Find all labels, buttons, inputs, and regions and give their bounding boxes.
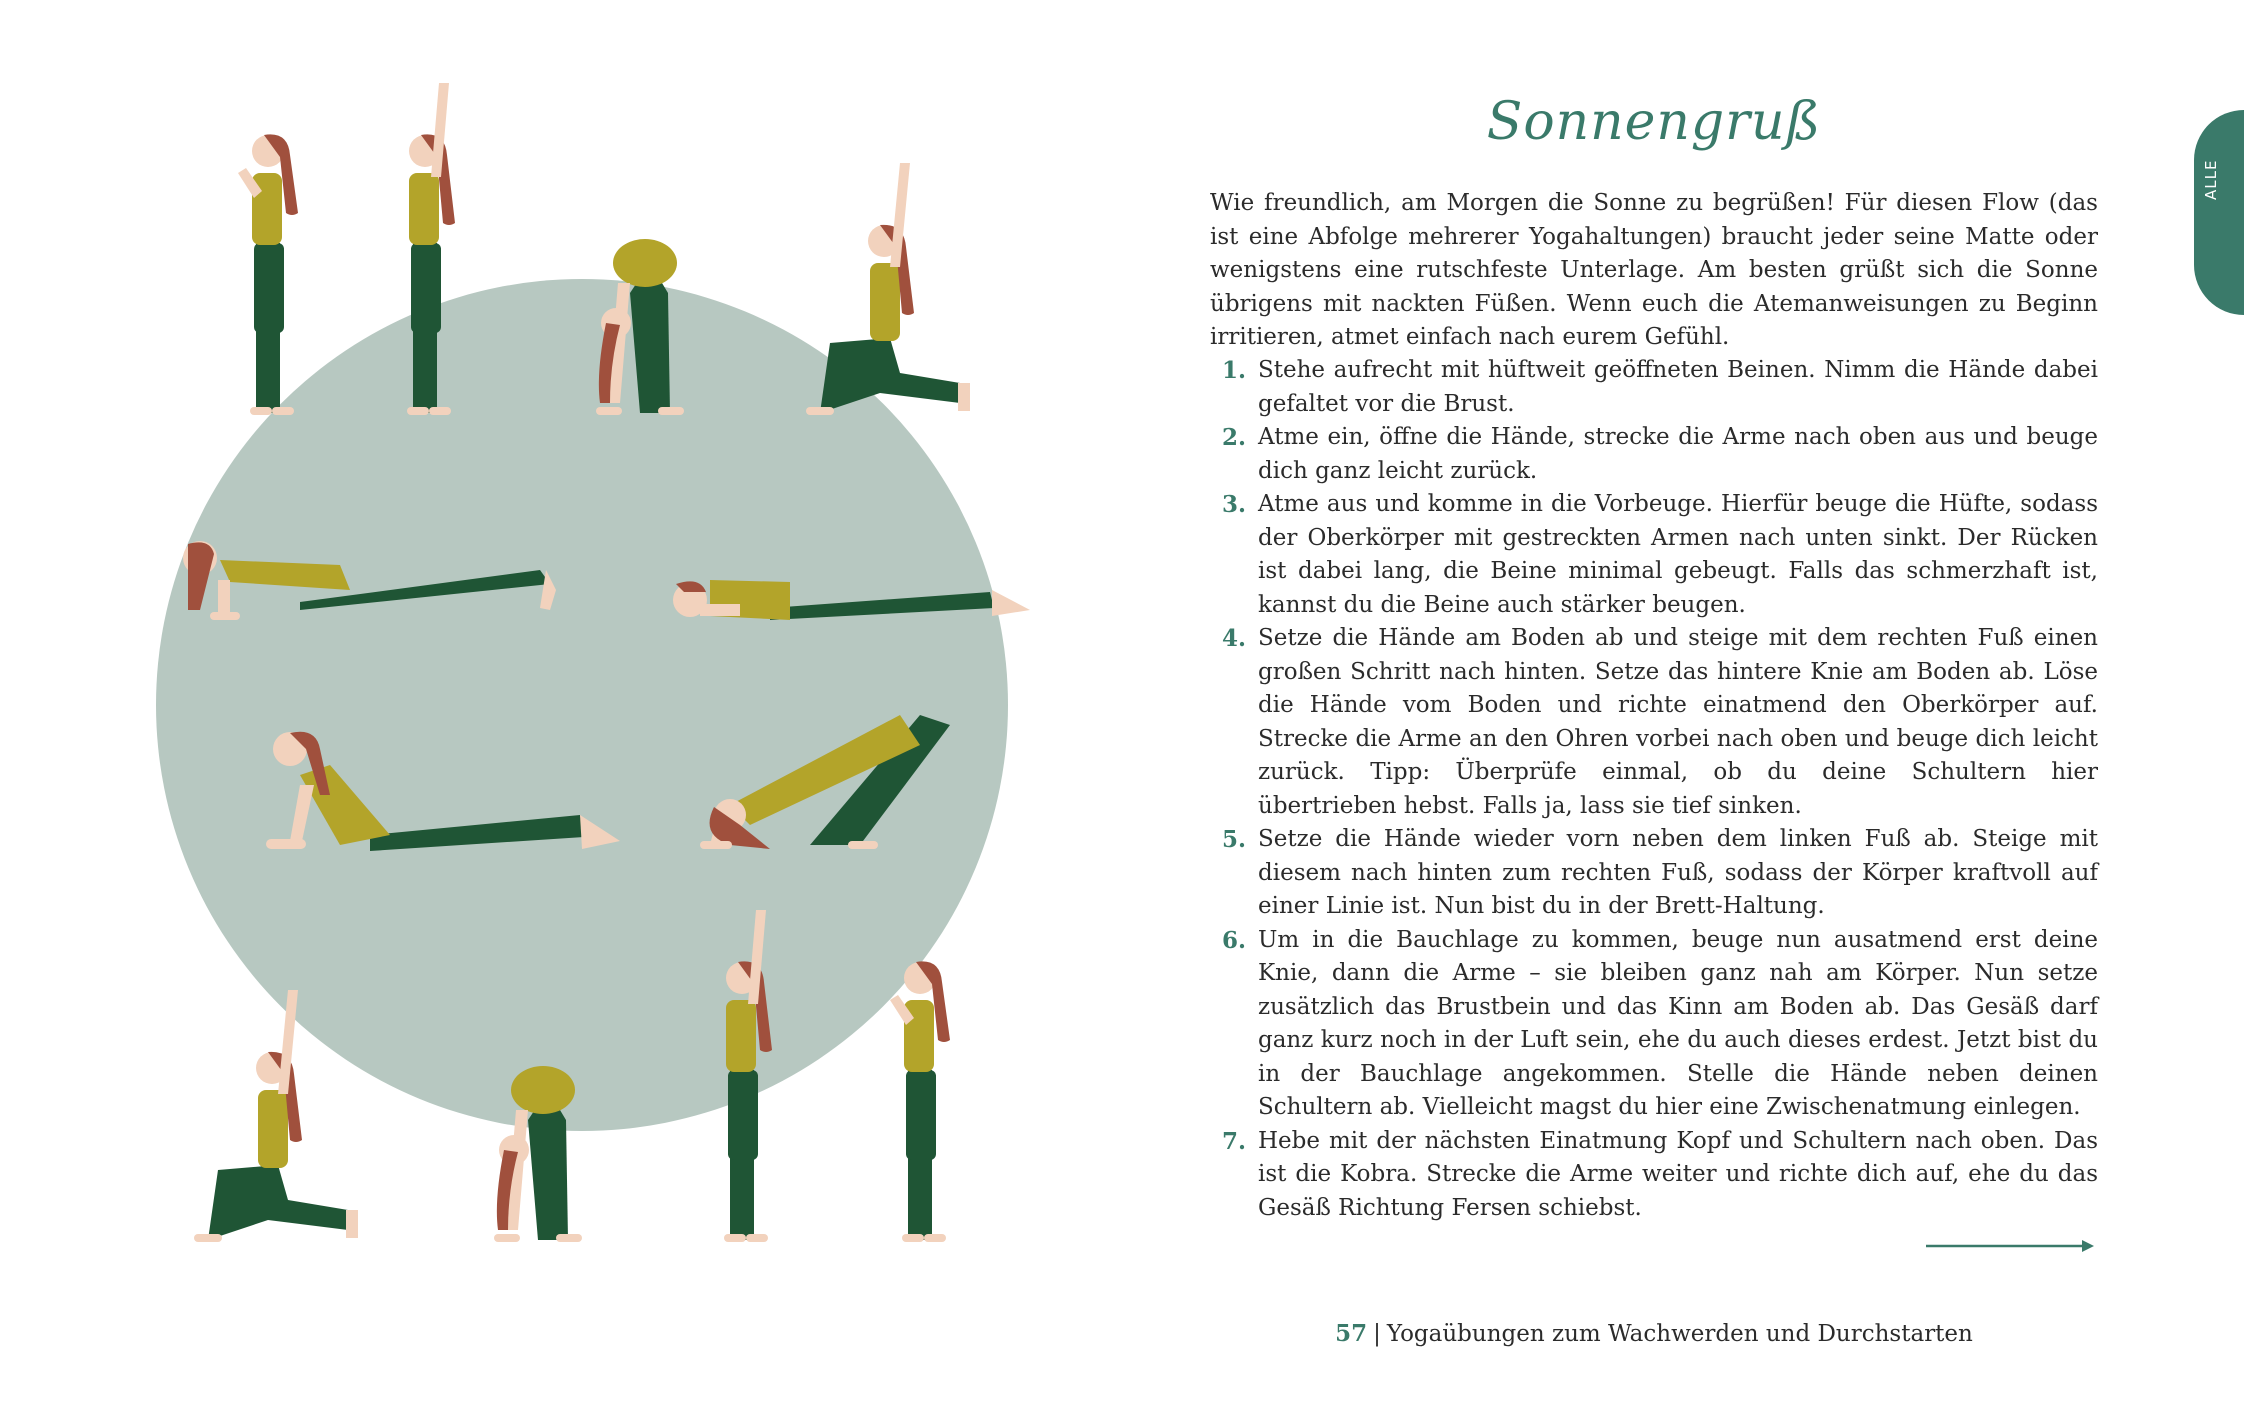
- next-page-arrow-icon[interactable]: [1926, 1236, 2098, 1256]
- pose-standing-prayer-return: [890, 961, 950, 1242]
- intro-paragraph: Wie freundlich, am Morgen die Sonne zu begrüßen! Für diesen Flow (das ist eine Abfolge mehrerer Yogahaltungen) braucht jeder seine Matte oder wenigstens eine rutschfeste Unterlage. Am besten grüßt sich die Sonne übrigens mit nackten Füßen. Wenn euch die Atemanweisungen zu Beginn irritieren, atmet einfach nach eurem Gefühl.: [1210, 190, 2098, 350]
- step-number: 7.: [1222, 1127, 1247, 1155]
- step-item: [1210, 924, 2098, 1125]
- page-number: 57: [1335, 1320, 1368, 1347]
- step-item: [1210, 421, 2098, 488]
- step-text: Hebe mit der nächsten Einatmung Kopf und Schultern nach oben. Das ist die Kobra. Strecke die Arme weiter und richte dich auf, ehe du das Gesäß Richtung Fersen schiebst.: [1258, 1127, 2098, 1221]
- background-circle: [156, 279, 1008, 1131]
- page-footer: [1200, 1320, 2108, 1347]
- step-item: [1210, 488, 2098, 622]
- step-text: Setze die Hände wieder vorn neben dem linken Fuß ab. Steige mit diesem nach hinten zum rechten Fuß, sodass der Körper kraftvoll auf einer Linie ist. Nun bist du in der Brett-Haltung.: [1258, 826, 2098, 919]
- chapter-tab-label: ALLE: [2202, 159, 2220, 200]
- step-text: Stehe aufrecht mit hüftweit geöffneten Beinen. Nimm die Hände dabei gefaltet vor die Brust.: [1258, 357, 2098, 417]
- pose-lunge-arms-up: [806, 163, 970, 415]
- step-number: 4.: [1222, 625, 1247, 652]
- page-title: Sonnengruß: [1486, 92, 1822, 152]
- step-number: 6.: [1222, 926, 1247, 954]
- footer-separator: |: [1373, 1321, 1381, 1347]
- step-text: Setze die Hände am Boden ab und steige mit dem rechten Fuß einen großen Schritt nach hinten. Setze das hintere Knie am Boden ab. Löse die Hände vom Boden und richte einatmend den Oberkörper auf. Strecke die Arme an den Ohren vorbei nach oben und beuge dich leicht zurück. Tipp: Überprüfe einmal, ob du deine Schultern hier übertrieben hebst. Falls ja, lass sie tief sinken.: [1258, 625, 2098, 819]
- step-item: [1210, 354, 2098, 421]
- step-item: [1210, 622, 2098, 823]
- sun-salutation-illustration: [0, 0, 1100, 1417]
- step-text: Um in die Bauchlage zu kommen, beuge nun ausatmend erst deine Knie, dann die Arme – sie bleiben ganz nah am Körper. Nun setze zusätzlich das Brustbein und das Kinn am Boden ab. Das Gesäß darf ganz kurz noch in der Luft sein, ehe du auch dieses erdest. Jetzt bist du in der Bauchlage angekommen. Stelle die Hände neben deinen Schultern ab. Vielleicht magst du hier eine Zwischenatmung einlegen.: [1258, 926, 2098, 1120]
- steps-list: [1210, 354, 2098, 1225]
- step-number: 1.: [1222, 357, 1247, 384]
- chapter-title: Yogaübungen zum Wachwerden und Durchstarten: [1386, 1321, 1973, 1347]
- step-item: [1210, 1125, 2098, 1226]
- step-number: 5.: [1222, 826, 1247, 853]
- pose-standing-prayer: [238, 134, 298, 415]
- step-number: 3.: [1222, 491, 1247, 518]
- step-text: Atme aus und komme in die Vorbeuge. Hierfür beuge die Hüfte, sodass der Oberkörper mit gestreckten Armen nach unten sinkt. Der Rücken ist dabei lang, die Beine minimal gebeugt. Falls das schmerzhaft ist, kannst du die Beine auch stärker beugen.: [1258, 491, 2098, 618]
- chapter-tab[interactable]: [2194, 110, 2244, 315]
- step-text: Atme ein, öffne die Hände, strecke die Arme nach oben aus und beuge dich ganz leicht zurück.: [1258, 424, 2098, 484]
- step-number: 2.: [1222, 424, 1247, 451]
- step-item: [1210, 823, 2098, 924]
